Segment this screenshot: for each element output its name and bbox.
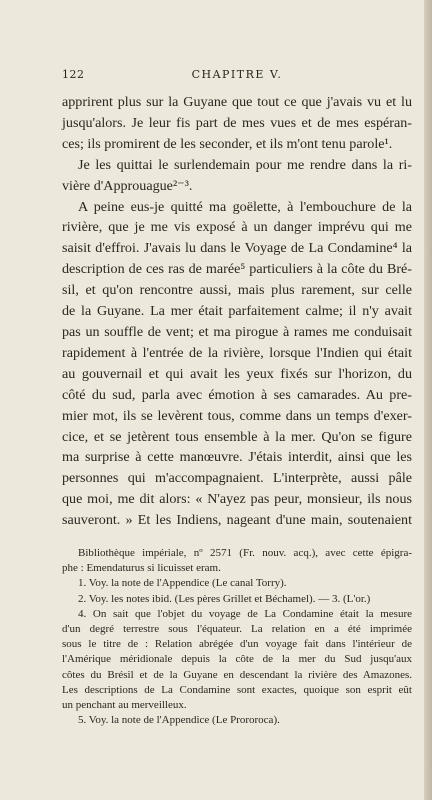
footnote-2: 2. Voy. les notes ibid. (Les pères Grillet et Béchamel). — 3. (L'or.)	[78, 592, 371, 605]
text-line: sil, et qu'on rencontre aussi, mais plus rarement, sur celle	[62, 282, 412, 299]
footnote-source: Bibliothèque impériale, nº 2571 (Fr. nouv. acq.), avec cette épigra-	[78, 547, 412, 559]
footnote-4: l'Amérique méridionale depuis la côte de la mer du Sud jusqu'aux	[62, 653, 412, 666]
footnote-4: un penchant au merveilleux.	[62, 699, 187, 712]
text-line: saisit d'effroi. J'avais lu dans le Voyage de La Condamine⁴ la	[62, 240, 412, 257]
text-line: de la Guyane. La mer était parfaitement calme; il n'y avait	[62, 303, 412, 320]
footnote-4: Les descriptions de La Condamine sont exactes, quoique son esprit eût	[62, 683, 412, 696]
footnotes	[62, 546, 412, 728]
page-gutter	[424, 0, 432, 800]
running-header	[62, 68, 412, 84]
text-line: personnes qui m'accompagnaient. L'interprète, aussi pâle	[62, 470, 412, 487]
text-line: que moi, me dit alors: « N'ayez pas peur, monsieur, ils nous	[62, 491, 412, 508]
paragraph-1	[62, 92, 412, 155]
text-line: au gouvernail et qui avait les yeux fixés sur l'horizon, du	[62, 365, 412, 382]
footnote-4: d'un degré terrestre sous l'équateur. La relation en a été imprimée	[62, 623, 412, 636]
paragraph-3	[62, 197, 412, 532]
footnote-source: phe : Emendaturus si licuisset eram.	[62, 562, 221, 575]
main-text	[62, 92, 412, 531]
text-line: rapidement à l'entrée de la rivière, lorsque l'Indien qui était	[62, 344, 412, 361]
text-line: description de ces ras de marée⁵ particuliers à la côte du Bré-	[62, 261, 412, 278]
text-line: rivière, que je me vis exposé à un danger imprévu qui me	[62, 219, 412, 236]
footnote-4: côtes du Brésil et de la Guyane en descendant la rivière des Amazones.	[62, 668, 412, 681]
text-line: apprirent plus sur la Guyane que tout ce que j'avais vu et lu	[62, 94, 412, 110]
text-line: ma surprise à cette manœuvre. J'étais interdit, ainsi que les	[62, 449, 412, 466]
footnote-5: 5. Voy. la note de l'Appendice (Le Prororoca).	[78, 714, 280, 727]
text-line: Je les quittai le surlendemain pour me rendre dans la ri-	[78, 156, 412, 173]
text-line: sauveront. » Et les Indiens, nageant d'une main, soutenaient	[62, 512, 412, 529]
text-line: ces; ils promirent de les seconder, et ils m'ont tenu parole¹.	[62, 135, 393, 152]
text-line: cice, et se jetèrent tous ensemble à la mer. Qu'on se figure	[62, 428, 412, 445]
text-line: A peine eus-je quitté ma goëlette, à l'embouchure de la	[78, 198, 412, 215]
text-line: côté du sud, parla avec émotion à ses camarades. Au pre-	[62, 386, 412, 403]
chapter-title: CHAPITRE V.	[191, 68, 283, 81]
footnote-4: 4. On sait que l'objet du voyage de La Condamine était la mesure	[78, 607, 412, 620]
text-line: mier mot, ils se levèrent tous, comme dans un temps d'exer-	[62, 407, 412, 424]
footnote-4: sous le titre de : Relation abrégée d'un voyage fait dans l'intérieur de	[62, 638, 412, 651]
text-line: jusqu'alors. Je leur fis part de mes vues et de mes espéran-	[62, 114, 412, 131]
text-line: pas un souffle de vent; et ma pirogue à rames me conduisait	[62, 323, 412, 340]
footnote-1: 1. Voy. la note de l'Appendice (Le canal Torry).	[78, 577, 287, 590]
page-number: 122	[62, 68, 85, 81]
text-line: vière d'Approuague²⁻³.	[62, 177, 193, 194]
paragraph-2	[62, 155, 412, 197]
